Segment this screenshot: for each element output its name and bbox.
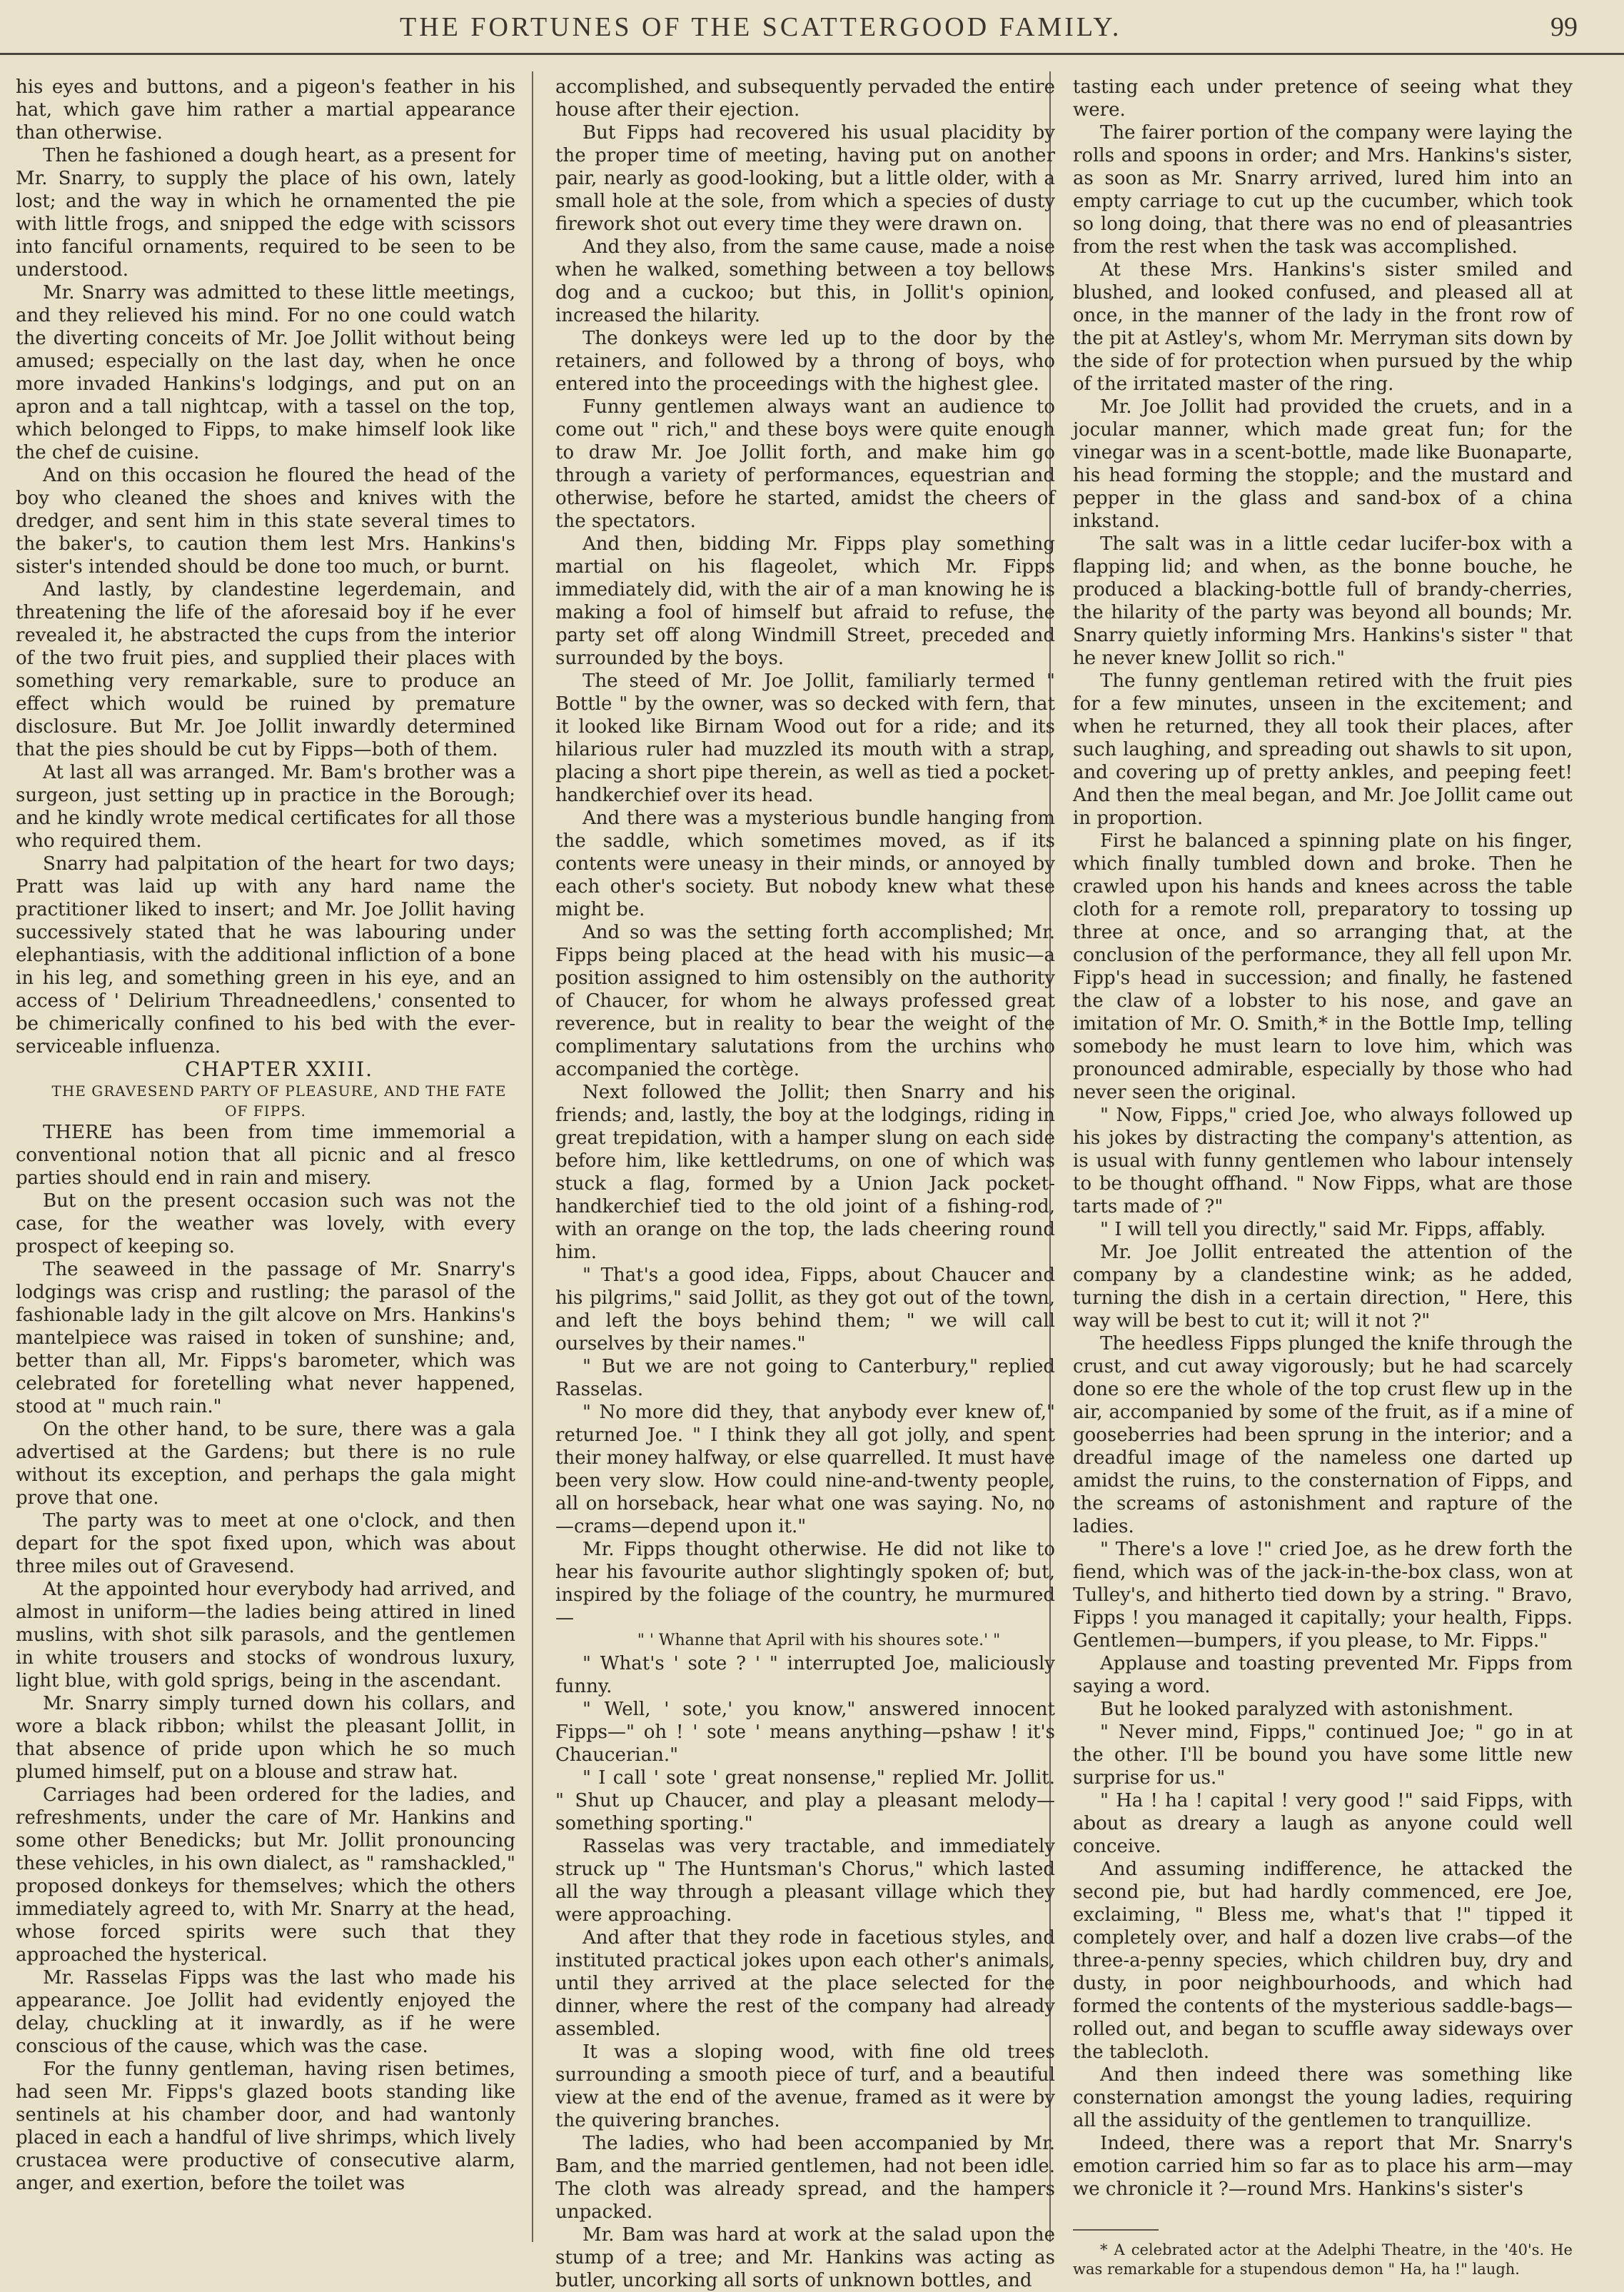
paragraph: Mr. Fipps thought otherwise. He did not like to hear his favourite author slightingly spoken of; but, inspired by the foliage of the country, he murmured— xyxy=(555,1539,1055,1629)
paragraph: The party was to meet at one o'clock, and then depart for the spot fixed upon, which was about three miles out of Gravesend. xyxy=(16,1510,515,1577)
paragraph: And on this occasion he floured the head of the boy who cleaned the shoes and knives with the dredger, and sent him in this state several times to the baker's, to caution them lest Mrs. Hankins's sister's intended should be done too much, or burnt. xyxy=(16,465,515,578)
paragraph: It was a sloping wood, with fine old trees surrounding a smooth piece of turf, and a beautiful view at the end of the avenue, framed as it were by the quivering branches. xyxy=(555,2041,1055,2131)
paragraph: Funny gentlemen always want an audience to come out " rich," and these boys were quite enough to draw Mr. Joe Jollit forth, and make him go through a variety of performances, equestrian and otherwise, before he started, amidst the cheers of the spectators. xyxy=(555,396,1055,532)
paragraph: And they also, from the same cause, made a noise when he walked, something between a toy bellows dog and a cuckoo; but this, in Jollit's opinion, increased the hilarity. xyxy=(555,236,1055,326)
paragraph: And then indeed there was something like consternation amongst the young ladies, requiring all the assiduity of the gentlemen to tranquillize. xyxy=(1073,2064,1573,2131)
paragraph: " What's ' sote ? ' " interrupted Joe, maliciously funny. xyxy=(555,1653,1055,1697)
paragraph: The seaweed in the passage of Mr. Snarry's lodgings was crisp and rustling; the parasol of the fashionable lady in the gilt alcove on Mrs. Hankins's mantelpiece was raised in token of sunshine; and, better than all, Mr. Fipps's barometer, which was celebrated for foretelling what never happened, stood at " much rain." xyxy=(16,1259,515,1417)
paragraph: The donkeys were led up to the door by the retainers, and followed by a throng of boys, who entered into the proceedings with the highest glee. xyxy=(555,328,1055,395)
paragraph: Next followed the Jollit; then Snarry and his friends; and, lastly, the boy at the lodgings, riding in great trepidation, with a hamper slung on each side before him, like kettledrums, on one of which was stuck a flag, formed by a Union Jack pocket-handkerchief tied to the old joint of a fishing-rod, with an orange on the top, the lads cheering round him. xyxy=(555,1082,1055,1263)
paragraph: " But we are not going to Canterbury," replied Rasselas. xyxy=(555,1356,1055,1400)
paragraph: But he looked paralyzed with astonishment. xyxy=(1100,1699,1514,1720)
paragraph: And after that they rode in facetious styles, and instituted practical jokes upon each other's animals, until they arrived at the place selected for the dinner, where the rest of the company had already assembled. xyxy=(555,1927,1055,2040)
paragraph: Snarry had palpitation of the heart for two days; Pratt was laid up with any hard name the practitioner liked to insert; and Mr. Joe Jollit having successively stated that he was labouring under elephantiasis, with the additional infliction of a bone in his leg, and something green in his eye, and an access of ' Delirium Threadneedlens,' consented to be chimerically confined to his bed with the ever-serviceable influenza. xyxy=(16,853,515,1057)
paragraph: But Fipps had recovered his usual placidity by the proper time of meeting, having put on another pair, nearly as good-looking, but a little older, with a small hole at the sole, from which a species of dusty firework shot out every time they were drawn on. xyxy=(555,122,1055,235)
header-rule xyxy=(0,53,1624,55)
paragraph: " I will tell you directly," said Mr. Fipps, affably. xyxy=(1100,1219,1546,1240)
column-3 xyxy=(1073,76,1573,2278)
paragraph: Carriages had been ordered for the ladies, and refreshments, under the care of Mr. Hankins and some other Benedicks; but Mr. Jollit pronouncing these vehicles, in his own dialect, as " ramshackled," proposed donkeys for themselves; which the others immediately agreed to, with Mr. Snarry at the head, whose forced spirits were such that they approached the hysterical. xyxy=(16,1784,515,1966)
paragraph: The fairer portion of the company were laying the rolls and spoons in order; and Mrs. Hankins's sister, as soon as Mr. Snarry arrived, lured him into an empty carriage to cut up the cucumber, which took so long doing, that there was no end of pleasantries from the rest when the task was accomplished. xyxy=(1073,122,1573,258)
paragraph: The ladies, who had been accompanied by Mr. Bam, and the married gentlemen, had not been idle. The cloth was already spread, and the hampers unpacked. xyxy=(555,2133,1055,2223)
paragraph: And then, bidding Mr. Fipps play something martial on his flageolet, which Mr. Fipps immediately did, with the air of a man knowing he is making a fool of himself but afraid to refuse, the party set off along Windmill Street, preceded and surrounded by the boys. xyxy=(555,533,1055,669)
footnote-rule xyxy=(1073,2229,1159,2231)
page-header xyxy=(0,0,1624,44)
paragraph: " Never mind, Fipps," continued Joe; " go in at the other. I'll be bound you have some little new surprise for us." xyxy=(1073,1721,1573,1789)
paragraph: First he balanced a spinning plate on his finger, which finally tumbled down and broke. Then he crawled upon his hands and knees across the table cloth for a remote roll, preparatory to tossing up three at once, and so arranging that, at the conclusion of the performance, they all fell upon Mr. Fipp's head in succession; and finally, he fastened the claw of a lobster to his nose, and gave an imitation of Mr. O. Smith,* in the Bottle Imp, telling somebody he must learn to love him, which was pronounced admirable, especially by those who had never seen the original. xyxy=(1073,830,1573,1103)
paragraph: " Ha ! ha ! capital ! very good !" said Fipps, with about as dreary a laugh as anyone could well conceive. xyxy=(1073,1790,1573,1857)
paragraph: For the funny gentleman, having risen betimes, had seen Mr. Fipps's glazed boots standing like sentinels at his chamber door, and had wantonly placed in each a handful of live shrimps, which lively crustacea were productive of consecutive alarm, anger, and exertion, before the toilet was xyxy=(16,2059,515,2194)
paragraph: The steed of Mr. Joe Jollit, familiarly termed " Bottle " by the owner, was so decked with fern, that it looked like Birnam Wood out for a ride; and its hilarious ruler had muzzled its mouth with a strap, placing a short pipe therein, as well as tied a pocket-handkerchief over its head. xyxy=(555,670,1055,806)
column-divider xyxy=(532,71,533,2242)
paragraph: Mr. Snarry was admitted to these little meetings, and they relieved his mind. For no one could watch the diverting conceits of Mr. Joe Jollit without being amused; especially on the last day, when he once more invaded Hankins's lodgings, and put on an apron and a tall nightcap, with a tassel on the top, which belonged to Fipps, to make himself look like the chef de cuisine. xyxy=(16,282,515,463)
paragraph: " Now, Fipps," cried Joe, who always followed up his jokes by distracting the company's attention, as is usual with funny gentlemen who labour intensely to be thought offhand. " Now Fipps, what are those tarts made of ?" xyxy=(1073,1105,1573,1217)
paragraph: At the appointed hour everybody had arrived, and almost in uniform—the ladies being attired in lined muslins, with shot silk parasols, and the gentlemen in white trousers and stocks of wondrous luxury, light blue, with gold sprigs, being in the ascendant. xyxy=(16,1579,515,1692)
chapter-subtitle: THE GRAVESEND PARTY OF PLEASURE, AND THE FATE OF FIPPS. xyxy=(51,1082,507,1120)
page-number: 99 xyxy=(1550,12,1578,42)
paragraph: tasting each under pretence of seeing what they were. xyxy=(1073,76,1573,121)
paragraph: On the other hand, to be sure, there was a gala advertised at the Gardens; but there is no rule without its exception, and perhaps the gala might prove that one. xyxy=(16,1419,515,1509)
paragraph: " I call ' sote ' great nonsense," replied Mr. Jollit. " Shut up Chaucer, and play a pleasant melody—something sporting." xyxy=(555,1767,1055,1834)
paragraph: " No more did they, that anybody ever knew of," returned Joe. " I think they all got jolly, and spent their money halfway, or else quarrelled. It must have been very slow. How could nine-and-twenty people, all on horseback, hear what one was saying. No, no—crams—depend upon it." xyxy=(555,1402,1055,1537)
paragraph: Mr. Snarry simply turned down his collars, and wore a black ribbon; whilst the pleasant Jollit, in that absence of pride upon which he so much plumed himself, put on a blouse and straw hat. xyxy=(16,1693,515,1783)
chapter-title: CHAPTER XXIII. xyxy=(185,1057,373,1081)
paragraph: Mr. Joe Jollit entreated the attention of the company by a clandestine wink; as he added, turning the dish in a certain direction, " Here, this way will be best to cut it; will it not ?" xyxy=(1073,1242,1573,1332)
paragraph: The funny gentleman retired with the fruit pies for a few minutes, unseen in the excitement; and when he returned, they all took their places, after such laughing, and spreading out shawls to sit upon, and covering up of pretty ankles, and peeping feet! And then the meal began, and Mr. Joe Jollit came out in proportion. xyxy=(1073,670,1573,829)
paragraph: Rasselas was very tractable, and immediately struck up " The Huntsman's Chorus," which lasted all the way through a pleasant village which they were approaching. xyxy=(555,1836,1055,1926)
paragraph: Mr. Joe Jollit had provided the cruets, and in a jocular manner, which made great fun; for the vinegar was in a scent-bottle, made like Buonaparte, his head forming the stopple; and the mustard and pepper in the glass and sand-box of a china inkstand. xyxy=(1073,396,1573,532)
paragraph: " That's a good idea, Fipps, about Chaucer and his pilgrims," said Jollit, as they got out of the town, and left the boys behind them; " we will call ourselves by their names." xyxy=(555,1265,1055,1354)
paragraph: Then he fashioned a dough heart, as a present for Mr. Snarry, to supply the place of his own, lately lost; and the way in which he ornamented the pie with little frogs, and snipped the edge with scissors into fanciful ornaments, required to be seen to be understood. xyxy=(16,145,515,281)
paragraph: The heedless Fipps plunged the knife through the crust, and cut away vigorously; but he had scarcely done so ere the whole of the top crust flew up in the air, accompanied by some of the fruit, as if a mine of gooseberries had been sprung in the interior; and a dreadful image of the nameless one darted up amidst the ruins, to the consternation of Fipps, and the screams of astonishment and rapture of the ladies. xyxy=(1073,1333,1573,1537)
paragraph: But on the present occasion such was not the case, for the weather was lovely, with every prospect of keeping so. xyxy=(16,1190,515,1257)
paragraph: And assuming indifference, he attacked the second pie, but had hardly commenced, ere Joe, exclaiming, " Bless me, what's that !" tipped it completely over, and half a dozen live crabs—of the three-a-penny species, which children buy, dry and dusty, in poor neighbourhoods, and which had formed the contents of the mysterious saddle-bags—rolled out, and began to scuffle away sideways over the tablecloth. xyxy=(1073,1859,1573,2063)
paragraph: " There's a love !" cried Joe, as he drew forth the fiend, which was of the jack-in-the-box class, won at Tulley's, and hitherto tied down by a string. " Bravo, Fipps ! you managed it capitally; your health, Fipps. Gentlemen—bumpers, if you please, to Mr. Fipps." xyxy=(1073,1539,1573,1652)
paragraph: THERE has been from time immemorial a conventional notion that all picnic and al fresco parties should end in rain and misery. xyxy=(16,1122,515,1189)
paragraph: The salt was in a little cedar lucifer-box with a flapping lid; and when, as the bonne bouche, he produced a blacking-bottle full of brandy-cherries, the hilarity of the party was beyond all bounds; Mr. Snarry quietly informing Mrs. Hankins's sister " that he never knew Jollit so rich." xyxy=(1073,533,1573,669)
paragraph: Mr. Rasselas Fipps was the last who made his appearance. Joe Jollit had evidently enjoyed the delay, chuckling at it inwardly, as if he were conscious of the cause, which was the case. xyxy=(16,1967,515,2057)
paragraph: At last all was arranged. Mr. Bam's brother was a surgeon, just setting up in practice in the Borough; and he kindly wrote medical certificates for all those who required them. xyxy=(16,762,515,852)
paragraph: And lastly, by clandestine legerdemain, and threatening the life of the aforesaid boy if he ever revealed it, he abstracted the cups from the interior of the two fruit pies, and supplied their places with something very remarkable, sure to produce an effect which would be ruined by premature disclosure. But Mr. Joe Jollit inwardly determined that the pies should be cut by Fipps—both of them. xyxy=(16,579,515,760)
verse-quote: " ' Whanne that April with his shoures sote.' " xyxy=(637,1632,1001,1649)
paragraph: accomplished, and subsequently pervaded the entire house after their ejection. xyxy=(555,76,1055,121)
paragraph: Applause and toasting prevented Mr. Fipps from saying a word. xyxy=(1073,1653,1573,1697)
paragraph: his eyes and buttons, and a pigeon's feather in his hat, which gave him rather a martial appearance than otherwise. xyxy=(16,76,515,144)
paragraph: Indeed, there was a report that Mr. Snarry's emotion carried him so far as to place his arm—may we chronicle it ?—round Mrs. Hankins's sister's xyxy=(1073,2133,1573,2200)
paragraph: At these Mrs. Hankins's sister smiled and blushed, and looked confused, and pleased all at once, in the manner of the lady in the front row of the pit at Astley's, whom Mr. Merryman sits down by the side of for protection when pursued by the whip of the irritated master of the ring. xyxy=(1073,259,1573,395)
paragraph: And so was the setting forth accomplished; Mr. Fipps being placed at the head with his music—a position assigned to him ostensibly on the authority of Chaucer, for whom he always professed great reverence, but in reality to bear the weight of the complimentary salutations from the urchins who accompanied the cortège. xyxy=(555,922,1055,1080)
footnote: * A celebrated actor at the Adelphi Theatre, in the '40's. He was remarkable for a stupendous demon " Ha, ha !" laugh. xyxy=(1073,2241,1573,2278)
paragraph: " Well, ' sote,' you know," answered innocent Fipps—" oh ! ' sote ' means anything—pshaw ! it's Chaucerian." xyxy=(555,1699,1055,1766)
paragraph: And there was a mysterious bundle hanging from the saddle, which sometimes moved, as if its contents were uneasy in their minds, or annoyed by each other's society. But nobody knew what these might be. xyxy=(555,808,1055,920)
column-1 xyxy=(16,76,515,2239)
paragraph: Mr. Bam was hard at work at the salad upon the stump of a tree; and Mr. Hankins was acting as butler, uncorking all sorts of unknown bottles, and xyxy=(555,2224,1055,2291)
running-head: THE FORTUNES OF THE SCATTERGOOD FAMILY. xyxy=(400,12,1122,42)
column-2 xyxy=(555,76,1055,2291)
